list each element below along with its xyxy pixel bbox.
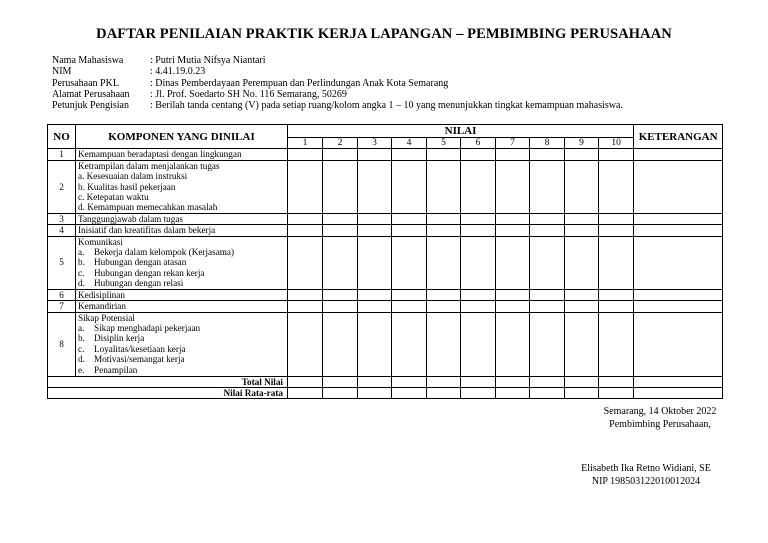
info-label: NIM (52, 66, 72, 78)
average-row (48, 387, 723, 398)
score-cell[interactable] (288, 236, 323, 289)
component-cell (76, 301, 288, 312)
score-cell[interactable] (427, 236, 461, 289)
component-subitem (78, 323, 287, 333)
score-column-header: 5 (427, 138, 461, 149)
subitem-letter: a. (78, 322, 85, 333)
score-cell[interactable] (461, 289, 496, 300)
component-main: Komunikasi (78, 236, 123, 247)
component-main: Tanggungjawab dalam tugas (78, 213, 183, 224)
score-cell[interactable] (530, 213, 565, 224)
subitem-letter: a. (78, 247, 85, 258)
info-row (52, 78, 623, 89)
component-subitem (78, 344, 287, 354)
info-value: : Jl. Prof. Soedarto SH No. 116 Semarang, 50269 (150, 88, 347, 100)
table-row (48, 289, 723, 300)
header-nilai: NILAI (288, 125, 634, 138)
subitem-letter: d. (78, 278, 85, 289)
score-cell[interactable] (288, 149, 323, 160)
score-cell[interactable] (323, 236, 358, 289)
score-cell[interactable] (461, 236, 496, 289)
score-cell[interactable] (565, 387, 599, 398)
subitem-letter: b. (78, 257, 85, 268)
signature-block-bottom (546, 463, 746, 488)
component-cell (76, 160, 288, 213)
score-cell[interactable] (496, 160, 530, 213)
row-number: 8 (48, 312, 76, 376)
table-row (48, 236, 723, 289)
score-cell[interactable] (496, 376, 530, 387)
component-subitem (78, 202, 287, 212)
score-cell[interactable] (530, 301, 565, 312)
signature-nip: NIP 198503122010012024 (591, 475, 701, 487)
subitem-text: Penampilan (94, 364, 138, 375)
student-info (52, 55, 623, 111)
keterangan-cell[interactable] (634, 213, 723, 224)
score-cell[interactable] (288, 289, 323, 300)
subitem-text: Hubungan dengan relasi (94, 278, 184, 289)
subitem-letter: b. (78, 181, 85, 192)
info-row (52, 55, 623, 66)
score-cell[interactable] (392, 301, 427, 312)
subitem-text: Kualitas hasil pekerjaan (87, 181, 176, 192)
subitem-letter: c. (78, 192, 85, 203)
signature-role: Pembimbing Perusahaan, (609, 418, 711, 430)
row-number: 5 (48, 236, 76, 289)
keterangan-cell[interactable] (634, 160, 723, 213)
row-number: 6 (48, 289, 76, 300)
component-subitem (78, 171, 287, 181)
info-label: Alamat Perusahaan (52, 88, 130, 100)
info-label: Petunjuk Pengisian (52, 100, 129, 112)
keterangan-cell[interactable] (634, 301, 723, 312)
score-cell[interactable] (323, 312, 358, 376)
score-cell[interactable] (496, 225, 530, 236)
score-cell[interactable] (427, 376, 461, 387)
score-cell[interactable] (323, 387, 358, 398)
score-cell[interactable] (358, 387, 392, 398)
header-keterangan: KETERANGAN (634, 125, 723, 149)
keterangan-cell[interactable] (634, 289, 723, 300)
component-main: Kemandirian (78, 301, 126, 312)
score-cell[interactable] (358, 376, 392, 387)
score-cell[interactable] (530, 149, 565, 160)
score-cell[interactable] (358, 149, 392, 160)
table-row (48, 225, 723, 236)
keterangan-cell[interactable] (634, 376, 723, 387)
score-cell[interactable] (496, 312, 530, 376)
score-cell[interactable] (530, 160, 565, 213)
keterangan-cell[interactable] (634, 312, 723, 376)
score-cell[interactable] (392, 160, 427, 213)
score-cell[interactable] (565, 225, 599, 236)
score-cell[interactable] (288, 301, 323, 312)
header-no: NO (48, 125, 76, 149)
table-row (48, 213, 723, 224)
score-cell[interactable] (565, 312, 599, 376)
score-column-header: 3 (358, 138, 392, 149)
score-cell[interactable] (392, 149, 427, 160)
table-row (48, 149, 723, 160)
score-cell[interactable] (461, 225, 496, 236)
component-subitem (78, 268, 287, 278)
score-cell[interactable] (323, 160, 358, 213)
component-subitem (78, 278, 287, 288)
score-cell[interactable] (288, 225, 323, 236)
score-column-header: 2 (323, 138, 358, 149)
info-value: : Putri Mutia Nifsya Niantari (150, 55, 266, 66)
component-cell (76, 312, 288, 376)
score-cell[interactable] (530, 225, 565, 236)
component-subitem (78, 182, 287, 192)
score-cell[interactable] (358, 236, 392, 289)
score-column-header: 7 (496, 138, 530, 149)
subitem-text: Ketepatan waktu (86, 192, 149, 203)
score-cell[interactable] (323, 213, 358, 224)
score-cell[interactable] (599, 289, 634, 300)
component-cell (76, 149, 288, 160)
score-cell[interactable] (392, 387, 427, 398)
subitem-letter: d. (78, 354, 85, 365)
keterangan-cell[interactable] (634, 149, 723, 160)
score-column-header: 10 (599, 138, 634, 149)
component-subitem (78, 257, 287, 267)
info-label: Perusahaan PKL (52, 77, 119, 89)
score-cell[interactable] (530, 376, 565, 387)
score-cell[interactable] (392, 213, 427, 224)
row-number: 1 (48, 149, 76, 160)
score-cell[interactable] (599, 301, 634, 312)
signature-name: Elisabeth Ika Retno Widiani, SE (581, 463, 711, 474)
score-column-header: 4 (392, 138, 427, 149)
component-cell (76, 236, 288, 289)
score-cell[interactable] (358, 312, 392, 376)
component-main: Inisiatif dan kreatifitas dalam bekerja (78, 225, 216, 236)
score-cell[interactable] (530, 289, 565, 300)
score-cell[interactable] (288, 160, 323, 213)
score-cell[interactable] (461, 301, 496, 312)
score-cell[interactable] (358, 225, 392, 236)
header-komponen: KOMPONEN YANG DINILAI (76, 125, 288, 149)
table-row (48, 160, 723, 213)
score-cell[interactable] (358, 213, 392, 224)
score-cell[interactable] (323, 149, 358, 160)
score-cell[interactable] (323, 376, 358, 387)
score-cell[interactable] (496, 387, 530, 398)
component-main: Sikap Potensial (78, 312, 135, 323)
assessment-table (47, 124, 723, 399)
subitem-letter: b. (78, 333, 85, 344)
score-cell[interactable] (323, 301, 358, 312)
row-number: 2 (48, 160, 76, 213)
score-cell[interactable] (565, 160, 599, 213)
signature-block-top (560, 406, 760, 431)
subitem-text: Hubungan dengan atasan (94, 257, 187, 268)
component-main: Ketrampilan dalam menjalankan tugas (78, 160, 220, 171)
score-cell[interactable] (392, 312, 427, 376)
score-cell[interactable] (599, 312, 634, 376)
component-subitem (78, 354, 287, 364)
score-cell[interactable] (599, 213, 634, 224)
subitem-text: Motivasi/semangat kerja (94, 354, 185, 365)
score-column-header: 9 (565, 138, 599, 149)
score-cell[interactable] (530, 387, 565, 398)
row-number: 4 (48, 225, 76, 236)
table-row (48, 312, 723, 376)
score-cell[interactable] (427, 160, 461, 213)
score-cell[interactable] (358, 289, 392, 300)
subitem-letter: d. (78, 202, 85, 213)
subitem-text: Hubungan dengan rekan kerja (94, 267, 205, 278)
subitem-text: Bekerja dalam kelompok (Kerjasama) (94, 247, 235, 258)
subitem-text: Kesesuaian dalam instruksi (86, 171, 188, 182)
total-label: Total Nilai (48, 376, 288, 387)
component-cell (76, 213, 288, 224)
score-cell[interactable] (461, 160, 496, 213)
subitem-text: Disiplin kerja (94, 333, 145, 344)
score-cell[interactable] (427, 387, 461, 398)
score-cell[interactable] (288, 312, 323, 376)
score-cell[interactable] (496, 236, 530, 289)
info-value: : Berilah tanda centang (V) pada setiap ruang/kolom angka 1 – 10 yang menunjukkan tingkat kemampuan mahasiswa. (150, 100, 623, 112)
component-main: Kemampuan beradaptasi dengan lingkungan (78, 149, 242, 160)
score-cell[interactable] (461, 149, 496, 160)
component-main: Kedisiplinan (78, 289, 125, 300)
score-cell[interactable] (427, 225, 461, 236)
component-subitem (78, 333, 287, 343)
score-column-header: 8 (530, 138, 565, 149)
average-label: Nilai Rata-rata (48, 387, 288, 398)
score-cell[interactable] (599, 149, 634, 160)
score-cell[interactable] (427, 312, 461, 376)
score-cell[interactable] (565, 376, 599, 387)
score-cell[interactable] (496, 149, 530, 160)
subitem-text: Kemampuan memecahkan masalah (87, 202, 218, 213)
keterangan-cell[interactable] (634, 387, 723, 398)
subitem-letter: c. (78, 267, 85, 278)
subitem-letter: c. (78, 343, 85, 354)
component-subitem (78, 192, 287, 202)
score-cell[interactable] (496, 301, 530, 312)
table-row (48, 301, 723, 312)
score-cell[interactable] (461, 376, 496, 387)
score-cell[interactable] (392, 225, 427, 236)
score-cell[interactable] (461, 213, 496, 224)
total-row (48, 376, 723, 387)
row-number: 3 (48, 213, 76, 224)
info-value: : 4.41.19.0.23 (150, 66, 206, 78)
signature-place-date: Semarang, 14 Oktober 2022 (603, 406, 717, 417)
info-label: Nama Mahasiswa (52, 55, 124, 66)
component-subitem (78, 365, 287, 375)
score-cell[interactable] (599, 225, 634, 236)
info-row (52, 89, 623, 100)
score-cell[interactable] (323, 289, 358, 300)
score-cell[interactable] (565, 289, 599, 300)
keterangan-cell[interactable] (634, 225, 723, 236)
score-cell[interactable] (599, 160, 634, 213)
score-cell[interactable] (496, 213, 530, 224)
score-column-header: 6 (461, 138, 496, 149)
score-cell[interactable] (565, 149, 599, 160)
score-cell[interactable] (599, 376, 634, 387)
score-cell[interactable] (358, 301, 392, 312)
info-row (52, 66, 623, 77)
score-cell[interactable] (323, 225, 358, 236)
score-cell[interactable] (599, 387, 634, 398)
component-cell (76, 225, 288, 236)
score-cell[interactable] (530, 236, 565, 289)
keterangan-cell[interactable] (634, 236, 723, 289)
document-title: DAFTAR PENILAIAN PRAKTIK KERJA LAPANGAN – PEMBIMBING PERUSAHAAN (96, 26, 672, 42)
score-cell[interactable] (288, 387, 323, 398)
component-cell (76, 289, 288, 300)
score-cell[interactable] (565, 236, 599, 289)
score-cell[interactable] (599, 236, 634, 289)
info-row (52, 100, 623, 111)
score-cell[interactable] (392, 289, 427, 300)
score-cell[interactable] (392, 236, 427, 289)
score-cell[interactable] (288, 213, 323, 224)
score-cell[interactable] (358, 160, 392, 213)
score-cell[interactable] (288, 376, 323, 387)
score-cell[interactable] (427, 213, 461, 224)
score-cell[interactable] (427, 149, 461, 160)
subitem-text: Loyalitas/kesetiaan kerja (94, 343, 186, 354)
subitem-text: Sikap menghadapi pekerjaan (94, 322, 201, 333)
score-cell[interactable] (427, 289, 461, 300)
score-cell[interactable] (565, 213, 599, 224)
score-cell[interactable] (461, 312, 496, 376)
subitem-letter: e. (78, 364, 85, 375)
score-cell[interactable] (530, 312, 565, 376)
score-cell[interactable] (427, 301, 461, 312)
score-cell[interactable] (392, 376, 427, 387)
info-value: : Dinas Pemberdayaan Perempuan dan Perlindungan Anak Kota Semarang (150, 77, 449, 89)
component-subitem (78, 247, 287, 257)
score-cell[interactable] (496, 289, 530, 300)
score-column-header: 1 (288, 138, 323, 149)
subitem-letter: a. (78, 171, 85, 182)
score-cell[interactable] (461, 387, 496, 398)
row-number: 7 (48, 301, 76, 312)
score-cell[interactable] (565, 301, 599, 312)
